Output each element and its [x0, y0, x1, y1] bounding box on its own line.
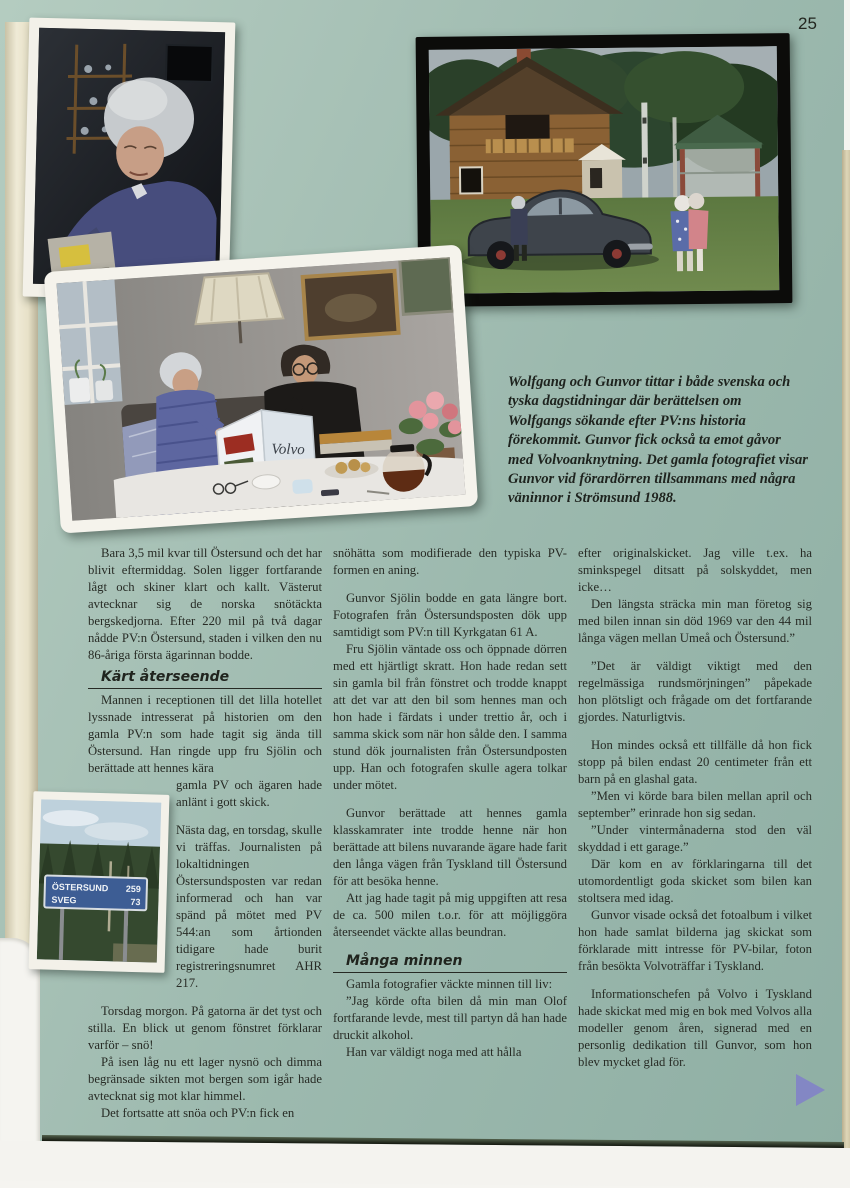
section-heading: Kärt återseende — [88, 669, 322, 689]
body-paragraph: ”Jag körde ofta bilen då min man Olof fortfarande levde, mest till partyn då han hade druckit alkohol. — [333, 993, 567, 1044]
body-paragraph: Den längsta sträcka min man företog sig med bilen innan sin död 1969 var den 44 mil långa vägen mellan Umeå och Östersund.” — [578, 596, 812, 647]
page-number: 25 — [798, 14, 817, 34]
album-illustration — [57, 257, 466, 521]
sign-destination-2: SVEG — [51, 895, 76, 906]
sign-distance-2: 73 — [130, 897, 140, 907]
photo-roadsign — [29, 791, 170, 973]
wall-frame — [166, 45, 213, 82]
portrait-illustration — [33, 28, 225, 288]
body-paragraph: Gunvor berättade att hennes gamla klasskamrater inte trodde henne när hon berättade att bilens nuvarande ägare hade farit den långa vägen från Tyskland till Östersund för att besöka henne. — [333, 805, 567, 890]
body-paragraph: Det fortsatte att snöa och PV:n fick en — [88, 1105, 322, 1122]
body-paragraph: Nästa dag, en torsdag, skulle vi träffas. Journalisten på lokaltidningen Östersundsposten var redan informerad och han var spänd på mötet med PV 544:an som årtionden tidigare hade burit registreringsnumret AHR 217. — [176, 822, 322, 992]
sign-destination-1: ÖSTERSUND — [52, 882, 109, 894]
body-paragraph: snöhätta som modifierade den typiska PV-formen en aning. — [333, 545, 567, 579]
body-paragraph: Bara 3,5 mil kvar till Östersund och det har blivit eftermiddag. Solen ligger fortfarande lågt och skiner klart och kallt. Västerut avtecknar sig de norska snötäckta bergskedjorna. Efter 220 mil på två dagar nådde PV:n Östersund, staden i vilken den nu 86-åriga första ägarinnan bodde. — [88, 545, 322, 664]
body-paragraph: Fru Sjölin väntade oss och öppnade dörren med ett hjärtligt skratt. Hon hade redan sett sin gamla bil från fönstret och trodde knappt att det var att den bil som hennes man och hon hade i färdats i under trettio år, och i samma skick som när hon sålde den. I samma stund dök journalisten från Östersundposten upp. Han och fotografen skulle agera tolkar under mötet. — [333, 641, 567, 794]
book-title: Volvo — [271, 441, 305, 458]
body-paragraph: Gunvor Sjölin bodde en gata längre bort. Fotografen från Östersundsposten dök upp samtidigt som PV:n till Kyrkgatan 61 A. — [333, 590, 567, 641]
article-column-2 — [333, 545, 567, 1122]
cup — [292, 479, 313, 494]
photo-house-reunion — [416, 33, 793, 307]
sign-distance-1: 259 — [126, 884, 141, 894]
article-column-3 — [578, 545, 812, 1122]
photo-portrait — [23, 18, 236, 302]
body-paragraph: Torsdag morgon. På gatorna är det tyst och stilla. En blick ut genom fönstret förklarar varför – snö! — [88, 1003, 322, 1054]
body-paragraph: Att jag hade tagit på mig uppgiften att resa de ca. 500 milen t.o.r. för att möjliggöra återseendet väckte allas beundran. — [333, 890, 567, 941]
body-paragraph: ”Men vi körde bara bilen mellan april och september” erinrade hon sig sedan. — [578, 788, 812, 822]
body-paragraph: Mannen i receptionen till det lilla hotellet lyssnade intresserat på historien om den gamla PV:n som hade tagit sig ända till Östersund. Han ringde upp fru Sjölin och berättade att hennes kära — [88, 692, 322, 777]
photo-caption: Wolfgang och Gunvor tittar i både svenska och tyska dagstidningar där berättelsen om Wolfgangs sökande efter PV:ns historia förekommit. Gunvor fick också ta emot gåvor med Volvoanknytning. Det gamla fotografiet visar Gunvor vid förardörren tillsammans med några väninnor i Strömsund 1988. — [508, 373, 808, 509]
roadsign-illustration — [37, 799, 161, 962]
scanner-background-corner — [0, 938, 40, 1170]
body-paragraph: Gunvor visade också det fotoalbum i vilket hon hade samlat bilderna jag skickat som förklarade mitt intresse för PV-bilar, foton från besökta Volvoträffar i Tyskland. — [578, 907, 812, 975]
page-edge-right — [842, 150, 850, 1150]
body-paragraph: gamla PV och ägaren hade anlänt i gott skick. — [176, 777, 322, 811]
page-continuation-arrow-icon — [796, 1074, 825, 1106]
body-paragraph: Gamla fotografier väckte minnen till liv: — [333, 976, 567, 993]
body-paragraph: Informationschefen på Volvo i Tyskland hade skickat med mig en bok med Volvos alla modeller genom åren, signerad med en personlig dedikation till Gunvor, som hon blev mycket glad för. — [578, 986, 812, 1071]
house-illustration — [429, 46, 780, 294]
body-paragraph: Han var väldigt noga med att hålla — [333, 1044, 567, 1061]
article-columns — [88, 545, 812, 1122]
body-paragraph: ”Det är väldigt viktigt med den regelmässiga rundsmörjningen” påpekade hon plötsligt och frågade om det fortfarande gjordes. Naturligtvis. — [578, 658, 812, 726]
body-paragraph: ”Under vintermånaderna stod den väl skyddad i ett garage.” — [578, 822, 812, 856]
section-heading: Många minnen — [333, 953, 567, 973]
body-paragraph: Hon mindes också ett tillfälle då hon fick stopp på bilen endast 20 centimeter från ett barn på en glashal gata. — [578, 737, 812, 788]
painting-small — [400, 257, 453, 314]
body-paragraph: På isen låg nu ett lager nysnö och dimma begränsade sikten mot bergen som igår hade avtecknat sig mot klar himmel. — [88, 1054, 322, 1105]
photo-album-reading — [44, 244, 478, 533]
scanner-background-bottom — [0, 1141, 850, 1188]
body-paragraph: Där kom en av förklaringarna till det utomordentligt goda skicket som bilen kan stoltsera med idag. — [578, 856, 812, 907]
road-sign — [44, 875, 147, 910]
body-paragraph: efter originalskicket. Jag ville t.ex. ha sminkspegel ditsatt på solskyddet, men icke… — [578, 545, 812, 596]
